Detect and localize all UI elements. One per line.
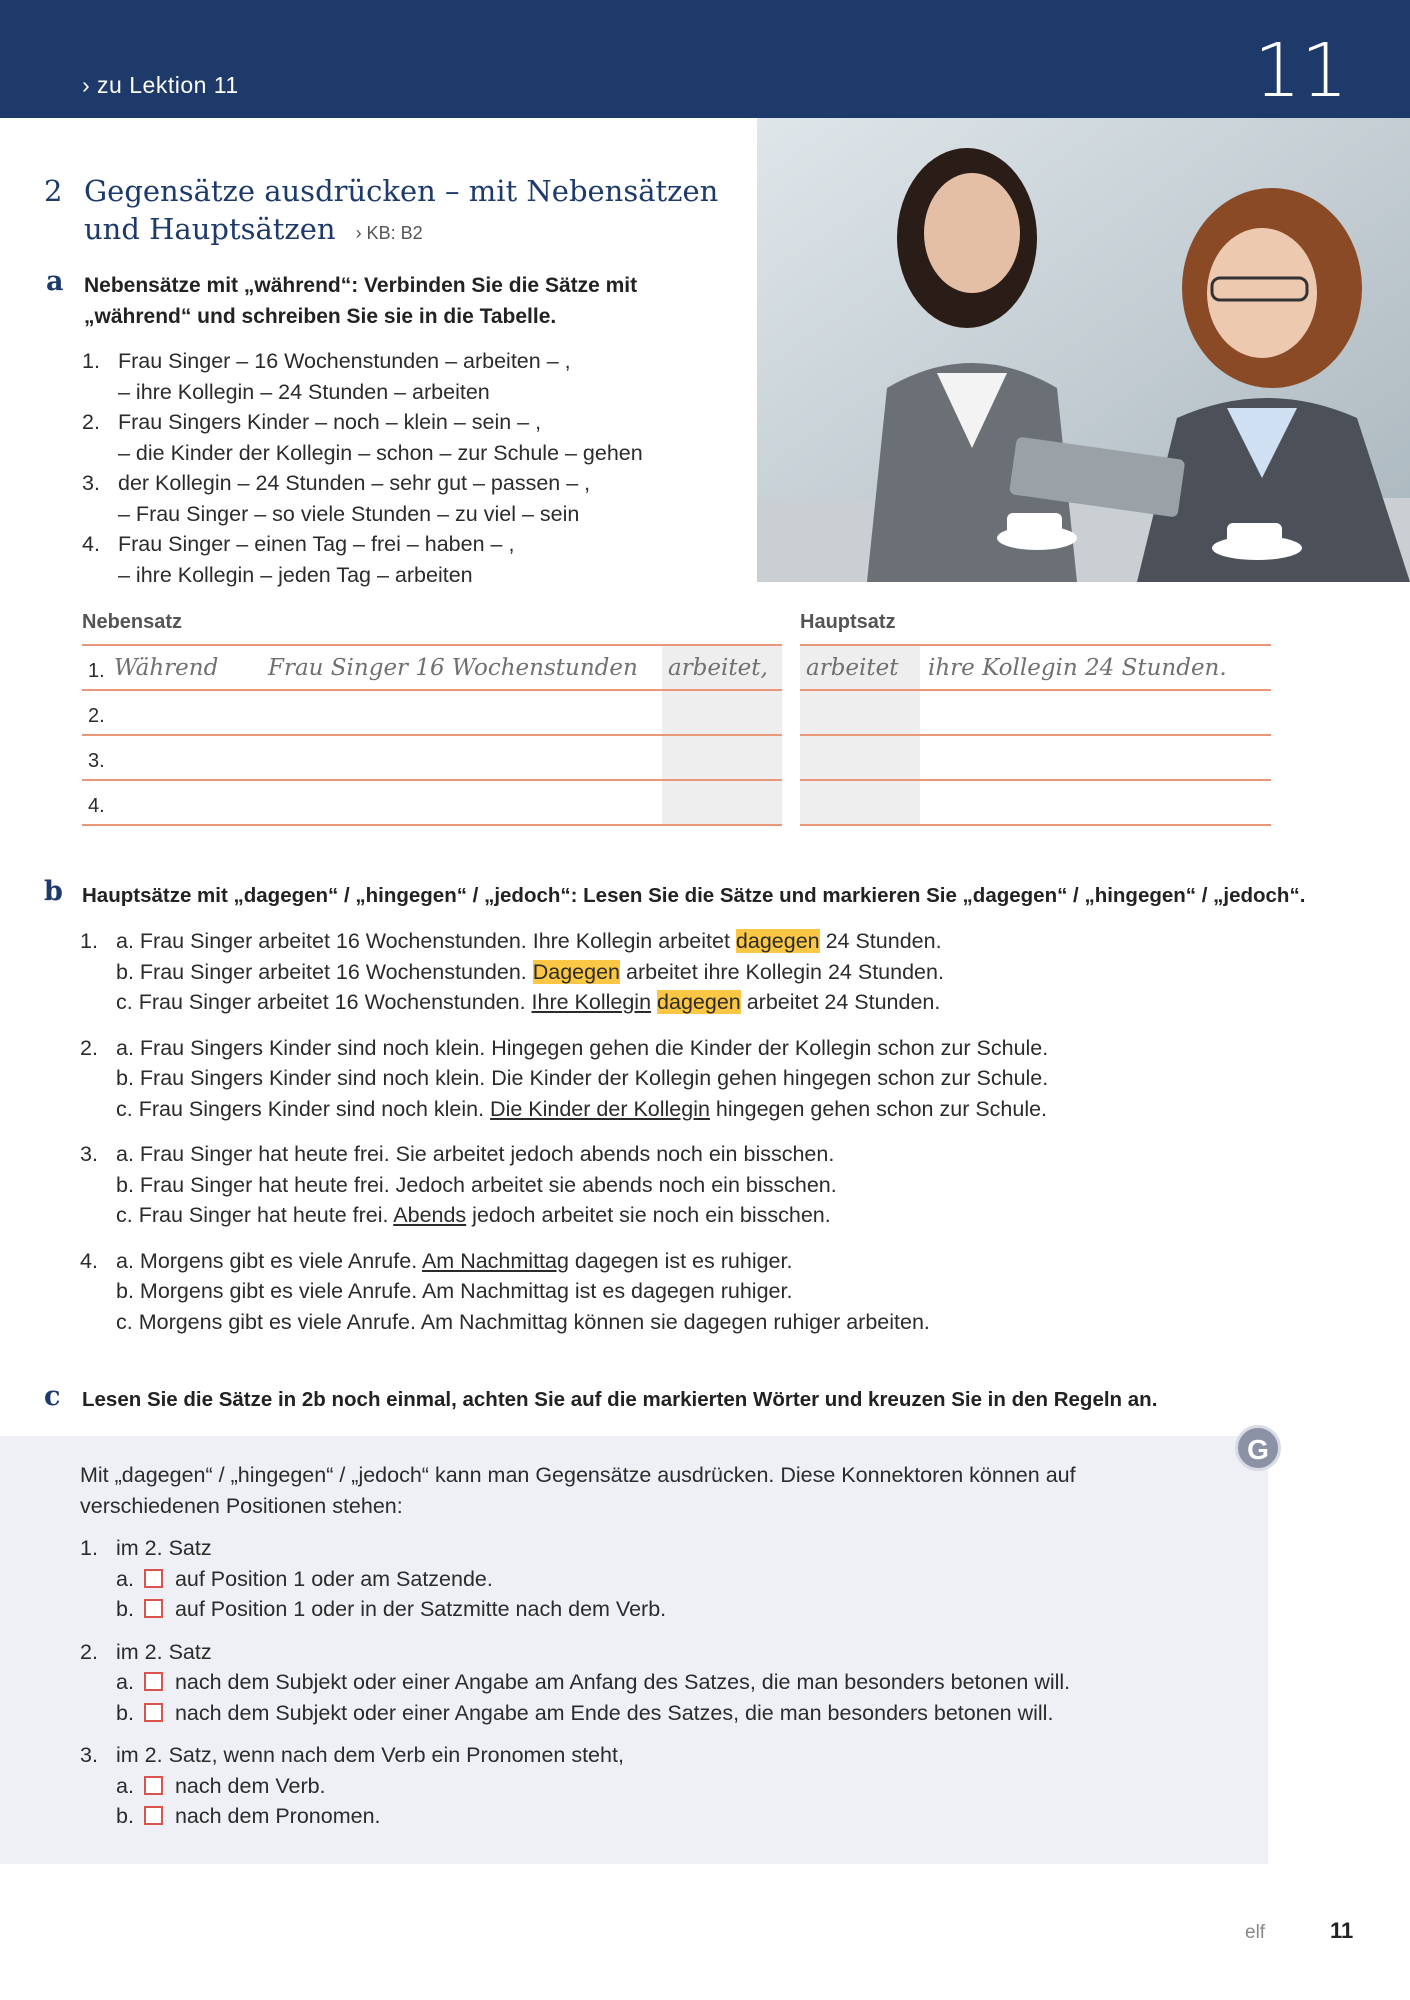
part-b-instruction: Hauptsätze mit „dagegen“ / „hingegen“ / „jedoch“: Lesen Sie die Sätze und markieren Sie „dagegen“ / „hingegen“ / „jedoch“. bbox=[82, 884, 1306, 907]
photo-two-businesswomen bbox=[757, 118, 1410, 582]
sentence-group: 3. a. Frau Singer hat heute frei. Sie arbeitet jedoch abends noch ein bisschen. b. Frau Singer hat heute frei. Jedoch arbeitet sie abends noch ein bisschen. c. Frau Singer hat heute frei. Abends jedoch arbeitet sie noch ein bisschen. bbox=[80, 1142, 837, 1227]
list-item: 2. Frau Singers Kinder – noch – klein – sein – , bbox=[82, 410, 542, 434]
table-row[interactable]: 4. bbox=[82, 781, 782, 826]
underlined-phrase: Am Nachmittag bbox=[421, 1248, 569, 1273]
handwritten-verb: arbeitet, bbox=[668, 655, 768, 681]
rule-group: 1. im 2. Satz a. auf Position 1 oder am Satzende. b. auf Position 1 oder in der Satzmitte nach dem Verb. bbox=[80, 1536, 667, 1621]
table-row[interactable] bbox=[800, 781, 1271, 826]
checkbox[interactable] bbox=[144, 1806, 163, 1825]
checkbox[interactable] bbox=[144, 1703, 163, 1722]
list-item-continuation: – ihre Kollegin – 24 Stunden – arbeiten bbox=[118, 379, 490, 404]
list-item: 3. der Kollegin – 24 Stunden – sehr gut – passen – , bbox=[82, 471, 591, 495]
checkbox[interactable] bbox=[144, 1672, 163, 1691]
handwritten-middle-field: Frau Singer 16 Wochenstunden bbox=[268, 655, 638, 681]
hauptsatz-table bbox=[800, 644, 1271, 826]
section-title-line1: Gegensätze ausdrücken – mit Nebensätzen bbox=[84, 174, 719, 208]
list-item-continuation: – die Kinder der Kollegin – schon – zur Schule – gehen bbox=[118, 440, 643, 465]
photo-illustration bbox=[757, 118, 1410, 582]
part-a-instruction: Nebensätze mit „während“: Verbinden Sie die Sätze mit „während“ und schreiben Sie sie in die Tabelle. bbox=[84, 274, 638, 328]
rule-group: 3. im 2. Satz, wenn nach dem Verb ein Pronomen steht, a. nach dem Verb. b. nach dem Pronomen. bbox=[80, 1743, 624, 1828]
underlined-phrase: Ihre Kollegin bbox=[531, 990, 652, 1014]
checkbox[interactable] bbox=[144, 1599, 163, 1618]
table-label-hauptsatz: Hauptsatz bbox=[800, 611, 896, 633]
grammar-badge-icon: G bbox=[1235, 1425, 1281, 1471]
highlighted-word: dagegen bbox=[657, 990, 741, 1014]
list-item-continuation: – ihre Kollegin – jeden Tag – arbeiten bbox=[118, 562, 473, 587]
part-b-sentence-list bbox=[80, 926, 1048, 1352]
rules-intro-line2: verschiedenen Positionen stehen: bbox=[80, 1493, 403, 1518]
page-word: elf bbox=[1245, 1922, 1266, 1943]
list-item-continuation: – Frau Singer – so viele Stunden – zu viel – sein bbox=[118, 501, 580, 526]
page-number: 11 bbox=[1330, 1918, 1354, 1943]
checkbox[interactable] bbox=[144, 1776, 163, 1795]
table-row[interactable] bbox=[800, 691, 1271, 736]
highlighted-word: Dagegen bbox=[532, 959, 621, 984]
part-b-letter: b bbox=[44, 876, 63, 907]
rules-intro-line1: Mit „dagegen“ / „hingegen“ / „jedoch“ kann man Gegensätze ausdrücken. Diese Konnektoren können auf bbox=[80, 1463, 1076, 1487]
section-title bbox=[44, 172, 718, 252]
underlined-phrase: Die Kinder der Kollegin bbox=[490, 1096, 710, 1121]
table-row[interactable] bbox=[800, 736, 1271, 781]
part-a-exercise-list bbox=[82, 346, 643, 590]
sentence-group: 2. a. Frau Singers Kinder sind noch klein. Hingegen gehen die Kinder der Kollegin schon zur Schule. b. Frau Singers Kinder sind noch klein. Die Kinder der Kollegin gehen hingegen schon zur Schule. c. Frau Singers Kinder sind noch klein. Die Kinder der Kollegin hingegen gehen schon zur Schule. bbox=[80, 1035, 1049, 1121]
breadcrumb: › zu Lektion 11 bbox=[82, 72, 239, 98]
nebensatz-table bbox=[82, 644, 782, 826]
checkbox[interactable] bbox=[144, 1569, 163, 1588]
list-item: 1. Frau Singer – 16 Wochenstunden – arbeiten – , bbox=[82, 349, 571, 373]
sentence-group: 4. a. Morgens gibt es viele Anrufe. Am Nachmittag dagegen ist es ruhiger. b. Morgens gibt es viele Anrufe. Am Nachmittag ist es dagegen ruhiger. c. Morgens gibt es viele Anrufe. Am Nachmittag können sie dagegen ruhiger arbeiten. bbox=[80, 1248, 930, 1334]
kb-reference: › KB: B2 bbox=[355, 223, 423, 243]
part-a-letter: a bbox=[46, 266, 64, 297]
underlined-phrase: Abends bbox=[393, 1203, 467, 1227]
table-row[interactable] bbox=[800, 646, 1271, 691]
rule-group: 2. im 2. Satz a. nach dem Subjekt oder einer Angabe am Anfang des Satzes, die man besonders betonen will. b. nach dem Subjekt oder einer Angabe am Ende des Satzes, die man besonders betonen will. bbox=[80, 1639, 1071, 1725]
table-label-nebensatz: Nebensatz bbox=[82, 611, 183, 633]
page-header bbox=[0, 0, 1410, 118]
handwritten-main-verb: arbeitet bbox=[806, 655, 899, 681]
part-c-instruction: Lesen Sie die Sätze in 2b noch einmal, achten Sie auf die markierten Wörter und kreuzen Sie in den Regeln an. bbox=[82, 1388, 1158, 1411]
handwritten-main-rest: ihre Kollegin 24 Stunden. bbox=[928, 655, 1227, 681]
chapter-number: 11 bbox=[1253, 28, 1348, 114]
grammar-rules bbox=[80, 1460, 1076, 1832]
section-number: 2 bbox=[44, 174, 63, 208]
table-row[interactable]: 3. bbox=[82, 736, 782, 781]
table-row[interactable]: 1. Während Frau Singer 16 Wochenstunden arbeitet, bbox=[82, 646, 782, 691]
part-c-letter: c bbox=[44, 1381, 61, 1412]
list-item: 4. Frau Singer – einen Tag – frei – haben – , bbox=[82, 532, 515, 556]
section-title-line2: und Hauptsätzen bbox=[84, 212, 336, 246]
table-row[interactable]: 2. bbox=[82, 691, 782, 736]
highlighted-word: dagegen bbox=[735, 929, 820, 953]
sentence-group: 1. a. Frau Singer arbeitet 16 Wochenstunden. Ihre Kollegin arbeitet dagegen 24 Stunden. b. Frau Singer arbeitet 16 Wochenstunden. Dagegen arbeitet ihre Kollegin 24 Stunden. c. Frau Singer arbeitet 16 Wochenstunden. Ihre Kollegin dagegen arbeitet 24 Stunden. bbox=[80, 929, 944, 1014]
handwritten-conjunction: Während bbox=[114, 655, 219, 681]
